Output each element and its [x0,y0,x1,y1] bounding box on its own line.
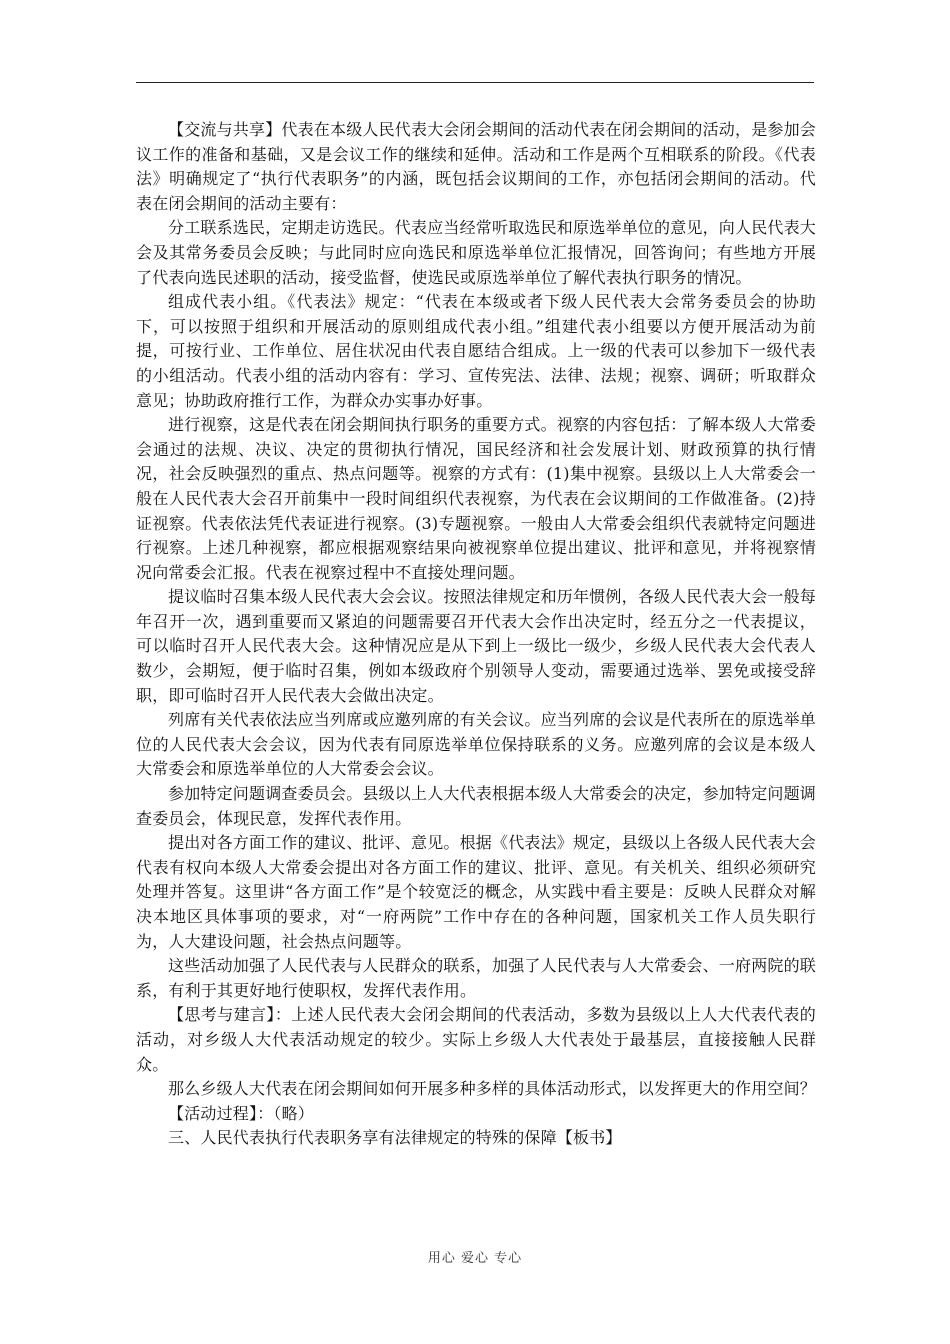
paragraph-reflection: 【思考与建言】：上述人民代表大会闭会期间的代表活动，多数为县级以上人大代表代表的活动，对乡级人大代表活动规定的较少。实际上乡级人大代表处于最基层，直接接触人民群众。 [136,1005,816,1074]
section-heading-guarantee: 三、人民代表执行代表职务享有法律规定的特殊的保障【板书】 [168,1128,622,1148]
paragraph-delegate-groups: 组成代表小组。《代表法》规定：“代表在本级或者下级人民代表大会常务委员会的协助下，可以按照于组织和开展活动的原则组成代表小组。”组建代表小组要以方便开展活动为前提，可按行业、工作单位、居住状况由代表自愿结合组成。上一级的代表可以参加下一级代表的小组活动。代表小组的活动内容有：学习、宣传宪法、法律、法规；视察、调研；听取群众意见；协助政府推行工作，为群众办实事办好事。 [136,292,816,410]
paragraph-suggestions: 提出对各方面工作的建议、批评、意见。根据《代表法》规定，县级以上各级人民代表大会代表有权向本级人大常委会提出对各方面工作的建议、批评、意见。有关机关、组织必须研究处理并答复。这里讲“各方面工作”是个较宽泛的概念，从实践中看主要是：反映人民群众对解决本地区具体事项的要求，对“一府两院”工作中存在的各种问题，国家机关工作人员失职行为，人大建设问题，社会热点问题等。 [136,833,817,951]
paragraph-investigation-committee: 参加特定问题调查委员会。县级以上人大代表根据本级人大常委会的决定，参加特定问题调查委员会，体现民意，发挥代表作用。 [136,784,817,828]
paragraph-question: 那么乡级人大代表在闭会期间如何开展多种多样的具体活动形式，以发挥更大的作用空间？ [168,1079,817,1099]
paragraph-inspection: 进行视察，这是代表在闭会期间执行职务的重要方式。视察的内容包括：了解本级人大常委会通过的法规、决议、决定的贯彻执行情况，国民经济和社会发展计划、财政预算的执行情况，社会反映强烈的重点、热点问题等。视察的方式有：(1)集中视察。县级以上人大常委会一般在人民代表大会召开前集中一段时间组织代表视察，为代表在会议期间的工作做准备。(2)持证视察。代表依法凭代表证进行视察。(3)专题视察。一般由人大常委会组织代表就特定问题进行视察。上述几种视察，都应根据观察结果向被视察单位提出建议、批评和意见，并将视察情况向常委会汇报。代表在视察过程中不直接处理问题。 [136,415,817,582]
paragraph-contact-voters: 分工联系选民，定期走访选民。代表应当经常听取选民和原选举单位的意见，向人民代表大会及其常务委员会反映；与此同时应向选民和原选举单位汇报情况，回答询问；有些地方开展了代表向选民述职的活动，接受监督，使选民或原选举单位了解代表执行职务的情况。 [136,218,817,287]
paragraph-temporary-session: 提议临时召集本级人民代表大会会议。按照法律规定和历年惯例，各级人民代表大会一般每年召开一次，遇到重要而又紧迫的问题需要召开代表大会作出决定时，经五分之一代表提议，可以临时召开人民代表大会。这种情况应是从下到上一级比一级少，乡级人民代表大会代表人数少，会期短，便于临时召集，例如本级政府个别领导人变动，需要通过选举、罢免或接受辞职，即可临时召开人民代表大会做出决定。 [136,587,817,705]
paragraph-attend-meetings: 列席有关代表依法应当列席或应邀列席的有关会议。应当列席的会议是代表所在的原选举单位的人民代表大会会议，因为代表有同原选举单位保持联系的义务。应邀列席的会议是本级人大常委会和原选举单位的人大常委会会议。 [136,710,817,779]
paragraph-activities-summary: 这些活动加强了人民代表与人民群众的联系，加强了人民代表与人大常委会、一府两院的联系，有利于其更好地行使职权，发挥代表作用。 [136,956,817,1000]
paragraph-exchange-share: 【交流与共享】代表在本级人民代表大会闭会期间的活动代表在闭会期间的活动，是参加会议工作的准备和基础，又是会议工作的继续和延伸。活动和工作是两个互相联系的阶段。《代表法》明确规定了“执行代表职务”的内涵，既包括会议期间的工作，亦包括闭会期间的活动。代表在闭会期间的活动主要有： [136,120,817,213]
document-body [136,118,816,1151]
page-footer: 用心 爱心 专心 [427,1251,523,1266]
header-rule [136,82,814,83]
paragraph-activity-process: 【活动过程】：（略） [168,1103,315,1123]
